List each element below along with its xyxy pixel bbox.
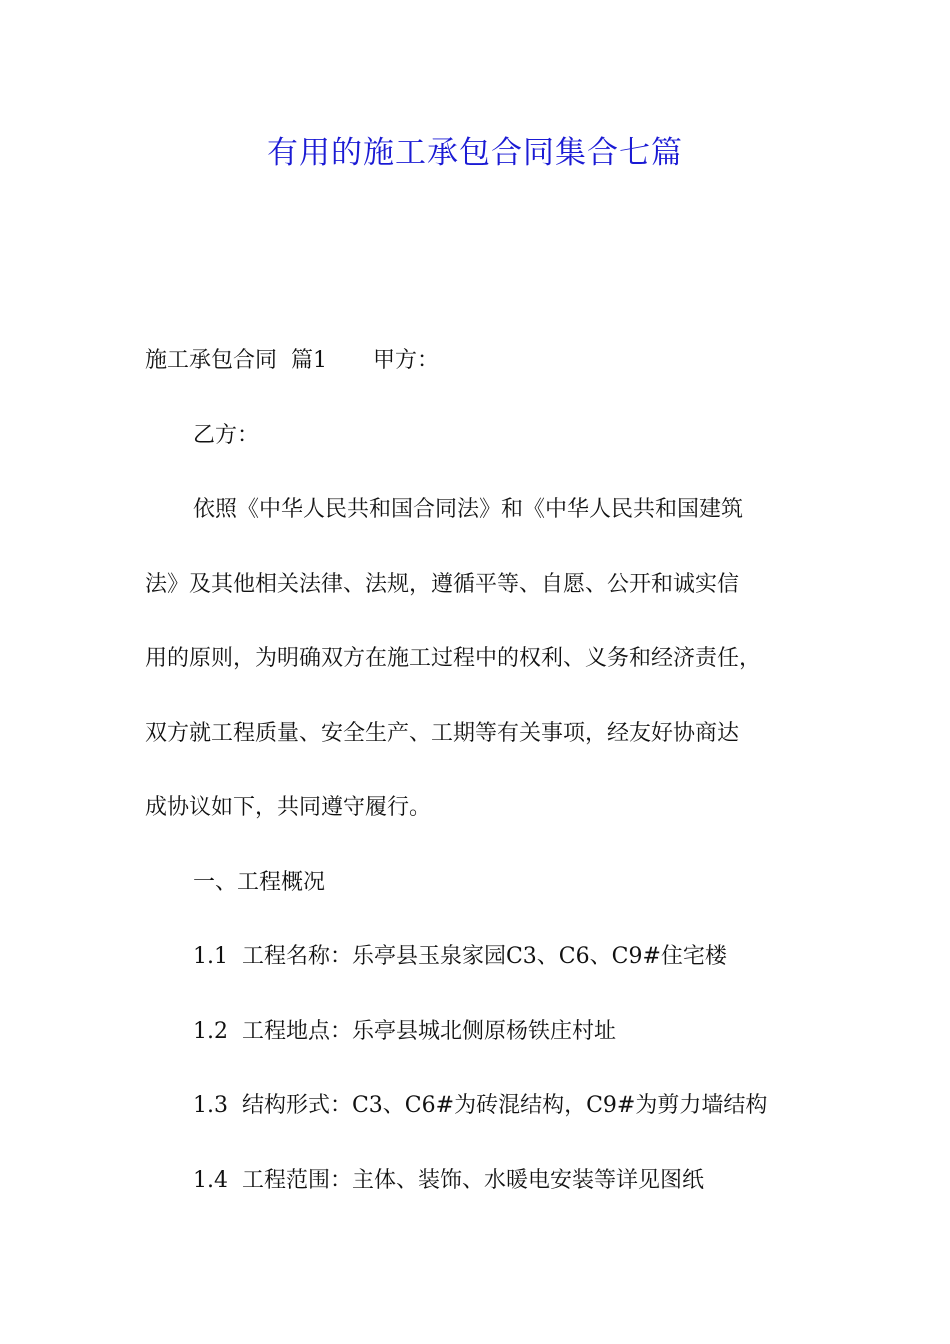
party-b-label: 乙方：: [193, 422, 260, 448]
party-a-label: 甲方：: [372, 348, 439, 373]
list-item: 1.1 工程名称：乐亭县玉泉家园C3、C6、C9#住宅楼: [193, 944, 727, 969]
paragraph-line: 成协议如下，共同遵守履行。: [145, 795, 432, 820]
section-heading: 一、工程概况: [193, 869, 326, 895]
list-item: 1.4 工程范围：主体、装饰、水暖电安装等详见图纸: [193, 1167, 704, 1193]
document-body: [145, 338, 810, 1232]
list-item: 1.3 结构形式：C3、C6#为砖混结构，C9#为剪力墙结构: [193, 1093, 768, 1118]
paragraph-line: 双方就工程质量、安全生产、工期等有关事项，经友好协商达: [145, 720, 740, 746]
heading-line: [145, 338, 810, 413]
section-label: 施工承包合同 篇1: [145, 348, 327, 373]
list-item: 1.2 工程地点：乐亭县城北侧原杨铁庄村址: [193, 1018, 616, 1044]
paragraph-line: 法》及其他相关法律、法规，遵循平等、自愿、公开和诚实信: [145, 571, 740, 597]
document-title: 有用的施工承包合同集合七篇: [267, 135, 683, 171]
paragraph-line: 依照《中华人民共和国合同法》和《中华人民共和国建筑: [193, 497, 744, 522]
paragraph-line: 用的原则，为明确双方在施工过程中的权利、义务和经济责任，: [145, 646, 762, 671]
